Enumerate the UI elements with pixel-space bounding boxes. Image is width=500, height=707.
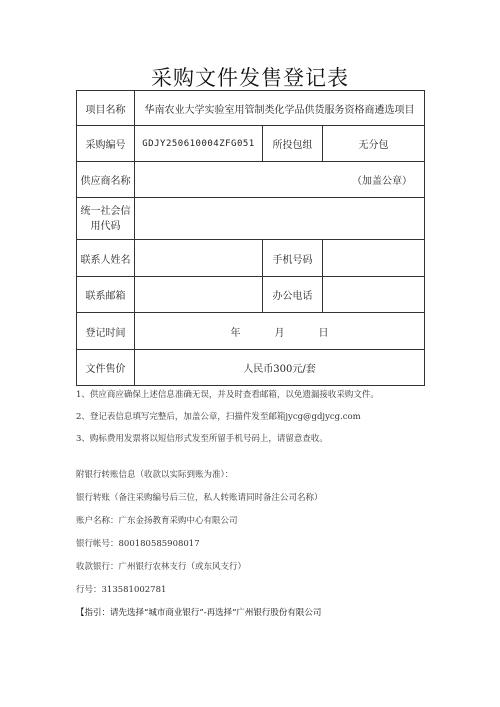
package-value[interactable]: 无分包	[323, 126, 425, 162]
credit-code-label: 统一社会信用代码	[77, 198, 135, 240]
package-label: 所投包组	[263, 126, 323, 162]
bank-transfer-note: 银行转账（备注采购编号后三位，私人转账请同时备注公司名称）	[76, 493, 323, 503]
bank-code: 行号：313581002781	[76, 585, 167, 595]
date-year: 年	[230, 327, 241, 339]
bank-receiving-bank: 收款银行：广州银行农林支行（或东风支行）	[76, 562, 247, 572]
bank-heading: 附银行转账信息（收款以实际到账为准）：	[76, 470, 234, 480]
register-time-label: 登记时间	[77, 313, 135, 350]
price-label: 文件售价	[77, 350, 135, 386]
registration-form-table	[76, 90, 425, 386]
row-register-time	[77, 313, 425, 350]
project-name-value[interactable]: 华南农业大学实验室用管制类化学品供货服务资格商遴选项目	[135, 91, 425, 126]
date-month: 月	[274, 327, 285, 339]
office-phone-label: 办公电话	[263, 277, 323, 313]
bank-guide: 【指引：请先选择“城市商业银行”-再选择“广州银行股份有限公司	[76, 608, 322, 618]
bank-account-number: 银行帐号：800180585908017	[76, 539, 200, 549]
row-credit-code	[77, 198, 425, 240]
office-phone-field[interactable]	[323, 277, 425, 313]
bank-account-name: 账户名称：广东金扬教育采购中心有限公司	[76, 516, 238, 526]
contact-field[interactable]	[135, 240, 263, 277]
row-project-name	[77, 91, 425, 126]
mobile-field[interactable]	[323, 240, 425, 277]
mobile-label: 手机号码	[263, 240, 323, 277]
purchase-no-value[interactable]: GDJY250610004ZFG051	[135, 126, 263, 162]
date-day: 日	[318, 327, 329, 339]
row-email	[77, 277, 425, 313]
row-supplier	[77, 162, 425, 198]
note-item: 1、供应商应确保上述信息准确无误，并及时查看邮箱，以免遗漏接收采购文件。	[76, 390, 379, 400]
page-title: 采购文件发售登记表	[151, 66, 349, 90]
bank-info	[76, 468, 456, 629]
row-contact	[77, 240, 425, 277]
note-item: 2、登记表信息填写完整后，加盖公章，扫描件发至邮箱jycg@gdjycg.com	[76, 412, 361, 422]
row-purchase-no	[77, 126, 425, 162]
credit-code-field[interactable]	[135, 198, 425, 240]
register-date-field[interactable]	[135, 313, 425, 350]
notes-list	[76, 388, 436, 454]
price-value: 人民币300元/套	[135, 350, 425, 386]
purchase-no-label: 采购编号	[77, 126, 135, 162]
email-field[interactable]	[135, 277, 263, 313]
note-item: 3、购标费用发票将以短信形式发至所留手机号码上，请留意查收。	[76, 434, 328, 444]
supplier-field[interactable]	[135, 162, 425, 198]
project-name-label: 项目名称	[77, 91, 135, 126]
row-price	[77, 350, 425, 386]
supplier-stamp-note: （加盖公章）	[352, 176, 413, 187]
email-label: 联系邮箱	[77, 277, 135, 313]
supplier-label: 供应商名称	[77, 162, 135, 198]
contact-label: 联系人姓名	[77, 240, 135, 277]
